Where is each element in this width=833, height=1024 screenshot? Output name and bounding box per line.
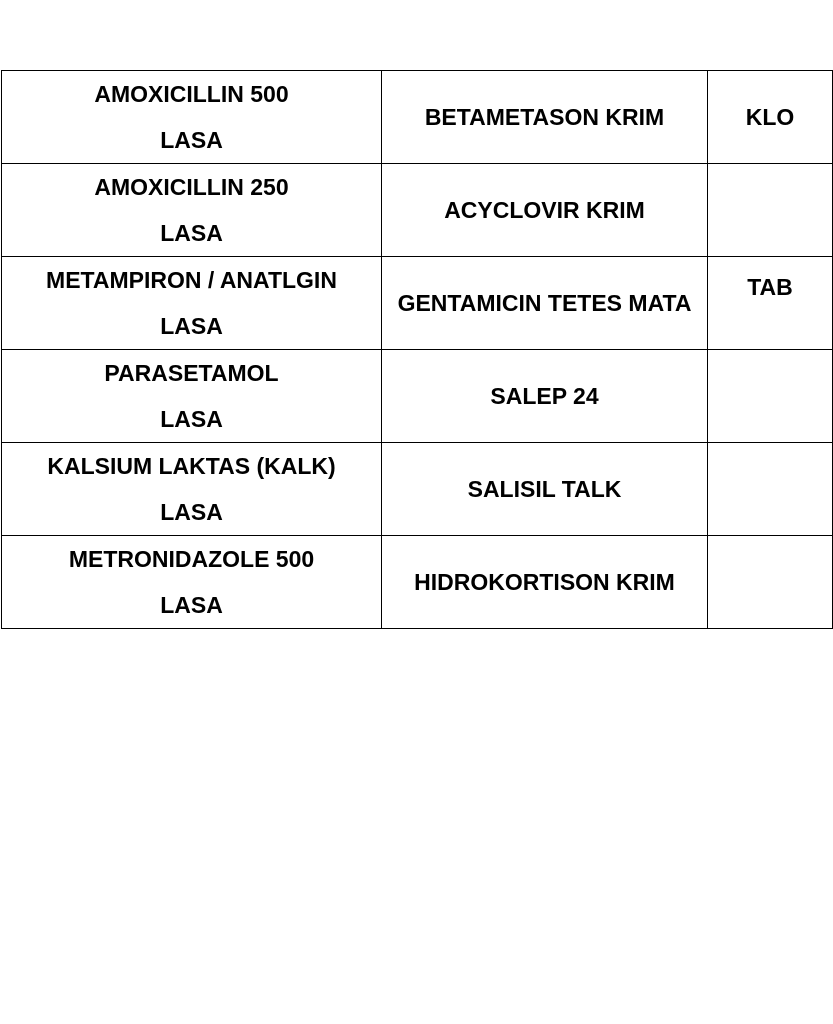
third-column-cell xyxy=(708,350,833,443)
lasa-label: LASA xyxy=(160,220,223,246)
drug-name: AMOXICILLIN 250 xyxy=(94,174,289,200)
drug-name: PARASETAMOL xyxy=(104,360,279,386)
third-column-cell xyxy=(708,536,833,629)
drug-name-cell xyxy=(2,71,382,164)
third-column-cell xyxy=(708,164,833,257)
table-row xyxy=(2,443,833,536)
lasa-label: LASA xyxy=(160,499,223,525)
table-row xyxy=(2,257,833,350)
third-column-cell xyxy=(708,443,833,536)
drug-name: METAMPIRON / ANATLGIN xyxy=(46,267,337,293)
lasa-label: LASA xyxy=(160,127,223,153)
paired-drug-cell: SALISIL TALK xyxy=(382,443,708,536)
paired-drug-cell: HIDROKORTISON KRIM xyxy=(382,536,708,629)
drug-name-cell xyxy=(2,350,382,443)
third-column-cell: KLO xyxy=(708,71,833,164)
paired-drug-cell: SALEP 24 xyxy=(382,350,708,443)
drug-name-cell xyxy=(2,443,382,536)
paired-drug-cell: BETAMETASON KRIM xyxy=(382,71,708,164)
lasa-label: LASA xyxy=(160,592,223,618)
drug-name-cell xyxy=(2,164,382,257)
third-column-cell: TAB xyxy=(708,257,833,350)
table-row xyxy=(2,350,833,443)
drug-name-cell xyxy=(2,257,382,350)
paired-drug-cell: GENTAMICIN TETES MATA xyxy=(382,257,708,350)
drug-name: KALSIUM LAKTAS (KALK) xyxy=(47,453,336,479)
paired-drug-cell: ACYCLOVIR KRIM xyxy=(382,164,708,257)
drug-name: AMOXICILLIN 500 xyxy=(94,81,289,107)
lasa-label: LASA xyxy=(160,313,223,339)
drug-name-cell xyxy=(2,536,382,629)
table-row xyxy=(2,536,833,629)
lasa-drug-table xyxy=(1,70,833,629)
table-row xyxy=(2,164,833,257)
lasa-label: LASA xyxy=(160,406,223,432)
drug-name: METRONIDAZOLE 500 xyxy=(68,546,315,572)
table-row xyxy=(2,71,833,164)
